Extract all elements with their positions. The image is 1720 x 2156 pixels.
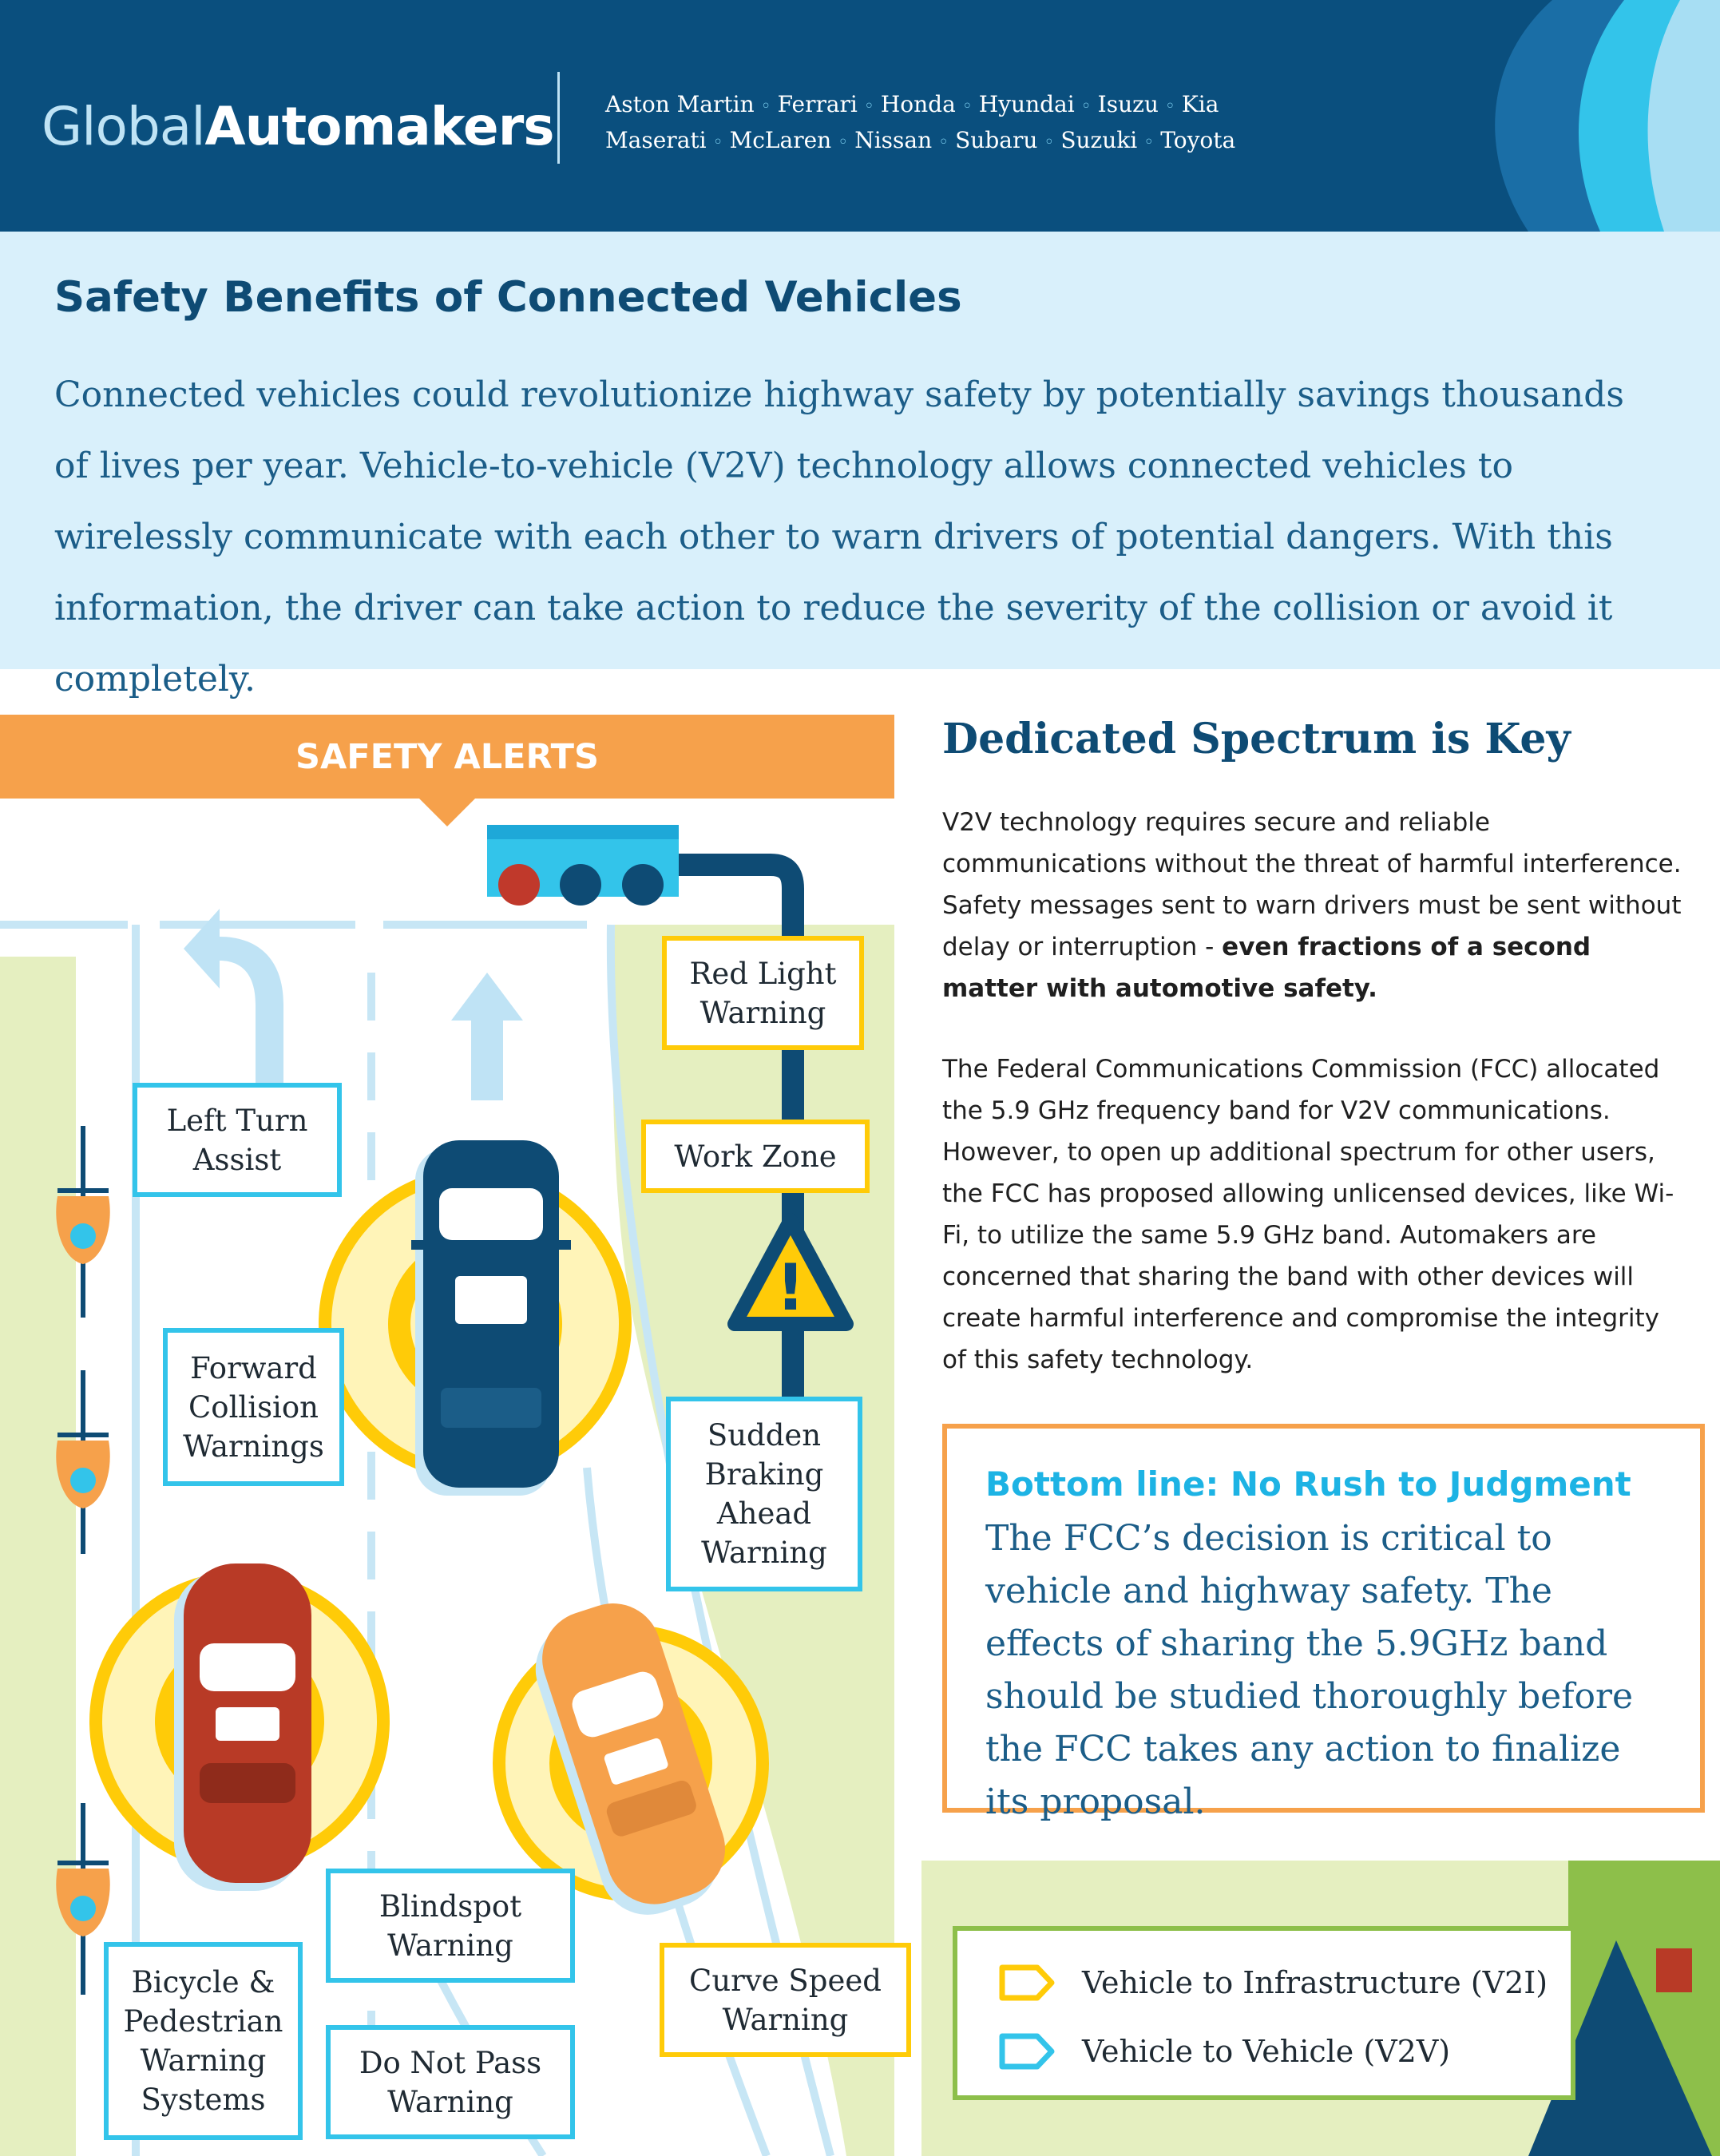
brands-row-1: Aston Martin ◦ Ferrari ◦ Honda ◦ Hyundai ◦ Isuzu ◦ Kia xyxy=(605,91,1219,117)
red-light-warning-label: Red Light Warning xyxy=(662,936,864,1050)
do-not-pass-warning-label: Do Not Pass Warning xyxy=(326,2025,575,2139)
brand-name: Nissan xyxy=(854,127,933,153)
v2v-arrow-icon xyxy=(997,2031,1058,2071)
bottom-line-box xyxy=(942,1424,1705,1822)
brand-name: Toyota xyxy=(1160,127,1236,153)
grass-left xyxy=(0,957,76,2156)
brand-name: Ferrari xyxy=(777,91,858,117)
intro-title: Safety Benefits of Connected Vehicles xyxy=(54,273,962,322)
bottom-line-text: The FCC’s decision is critical to vehicle and highway safety. The effects of sharing the 5.9GHz band should be studied thoroughly before the FCC takes any action to finalize its proposal. xyxy=(985,1518,1634,1822)
safety-alerts-title: SAFETY ALERTS xyxy=(295,736,599,777)
legend-box xyxy=(953,1926,1575,2100)
header-bar xyxy=(0,0,1720,232)
safety-alerts-illustration xyxy=(0,669,894,2156)
work-zone-label: Work Zone xyxy=(641,1120,870,1193)
spectrum-paragraph-1: V2V technology requires secure and reliable communications without the threat of harmful interference. Safety messages sent to warn drivers must be sent without delay or interruption - even fractions of a second matter with automotive safety. xyxy=(942,808,1682,1003)
bicycle-pedestrian-warning-label: Bicycle & Pedestrian Warning Systems xyxy=(104,1942,303,2140)
left-turn-assist-label: Left Turn Assist xyxy=(133,1083,342,1197)
left-turn-arrow xyxy=(184,909,283,1084)
house-icon xyxy=(1656,1948,1692,1992)
brand-name: Hyundai xyxy=(978,91,1075,117)
brand-name: Suzuki xyxy=(1060,127,1138,153)
intro-section xyxy=(0,232,1720,700)
curve-speed-warning-label: Curve Speed Warning xyxy=(660,1943,911,2057)
header-wave-decoration xyxy=(1433,0,1720,232)
brand-name: Aston Martin xyxy=(605,91,755,117)
brand-name: McLaren xyxy=(729,127,832,153)
member-brands xyxy=(605,88,1235,160)
brand-name: Maserati xyxy=(605,127,707,153)
brand-name: Honda xyxy=(880,91,956,117)
global-automakers-logo: GlobalAutomakers xyxy=(42,96,554,157)
header-divider xyxy=(557,72,560,164)
legend-v2v-label: Vehicle to Vehicle (V2V) xyxy=(1082,2034,1451,2069)
brand-name: Kia xyxy=(1181,91,1219,117)
forward-collision-warnings-label: Forward Collision Warnings xyxy=(163,1328,344,1486)
v2i-arrow-icon xyxy=(997,1963,1058,2003)
blindspot-warning-label: Blindspot Warning xyxy=(326,1869,575,1983)
legend-v2i-label: Vehicle to Infrastructure (V2I) xyxy=(1082,1965,1548,2000)
bottom-line-title: Bottom line: No Rush to Judgment xyxy=(985,1464,1631,1504)
brands-row-2: Maserati ◦ McLaren ◦ Nissan ◦ Subaru ◦ Suzuki ◦ Toyota xyxy=(605,127,1236,153)
brand-name: Subaru xyxy=(955,127,1038,153)
brand-name: Isuzu xyxy=(1097,91,1159,117)
warning-sign-exclamation: ! xyxy=(775,1250,806,1325)
red-sedan-icon xyxy=(184,1563,311,1883)
straight-arrow xyxy=(451,973,523,1100)
navy-suv-icon xyxy=(411,1140,571,1488)
intro-body: Connected vehicles could revolutionize highway safety by potentially savings thousands of lives per year. Vehicle-to-vehicle (V2V) technology allows connected vehicles to wirelessly communicate with each other to warn drivers of potential dangers. With this information, the driver can take action to reduce the severity of the collision or avoid it completely. xyxy=(54,375,1624,700)
legend-v2i-row xyxy=(997,1963,1548,2003)
legend-v2v-row xyxy=(997,2031,1450,2071)
spectrum-title: Dedicated Spectrum is Key xyxy=(942,715,1571,763)
spectrum-paragraph-2: The Federal Communications Commission (FCC) allocated the 5.9 GHz frequency band for V2V communications. However, to open up additional spectrum for other users, the FCC has proposed allowing unlicensed devices, like Wi-Fi, to utilize the same 5.9 GHz band. Automakers are concerned that sharing the band with other devices will create harmful interference and compromise the integrity of this safety technology. xyxy=(942,1055,1674,1374)
sudden-braking-warning-label: Sudden Braking Ahead Warning xyxy=(666,1397,862,1591)
